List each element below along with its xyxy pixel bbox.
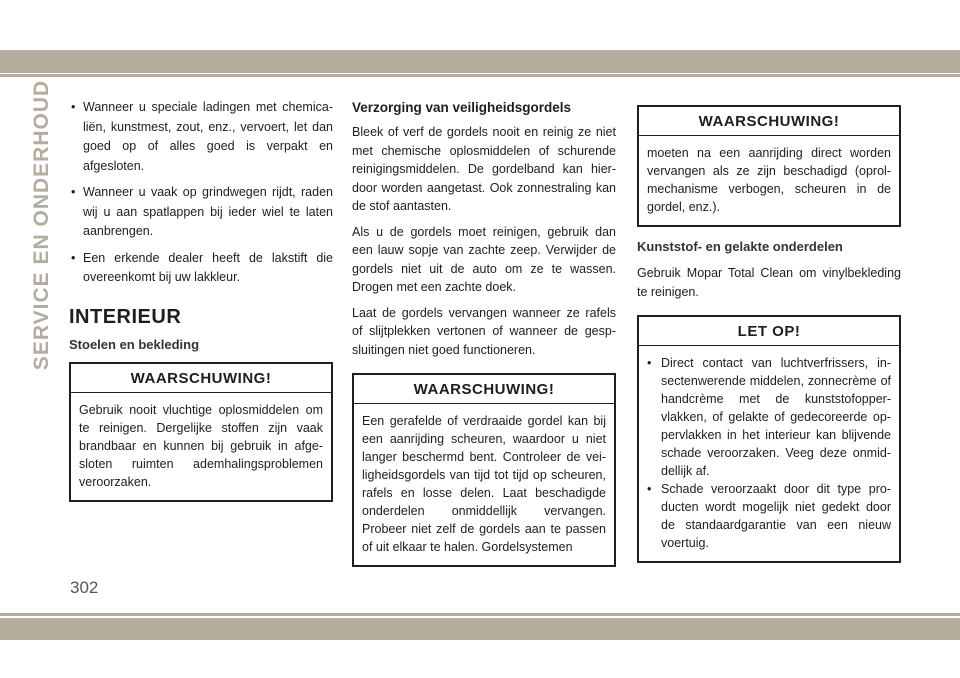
footer-band bbox=[0, 618, 960, 640]
list-item: • Wanneer u vaak op grindwegen rijdt, raden wij u aan spatlappen bij ieder wiel te laten aanbrengen. bbox=[69, 183, 333, 242]
paragraph: Gebruik Mopar Total Clean om vinylbekleding te reinigen. bbox=[637, 266, 901, 299]
list-item: • Schade veroorzaakt door dit type producten wordt mogelijk niet gedekt door de standaardgarantie van een nieuw voertuig. bbox=[647, 480, 891, 552]
warning-title: WAARSCHUWING! bbox=[71, 364, 331, 393]
warning-body: moeten na een aanrijding direct worden vervangen als ze zijn beschadigd (oprolmechanisme verbogen, scheuren in de gordel, enz.). bbox=[647, 146, 891, 214]
list-item: • Wanneer u speciale ladingen met chemicaliën, kunstmest, zout, enz., vervoert, let dan goed op of alles goed is verpakt en afgesloten. bbox=[69, 98, 333, 176]
caution-box bbox=[637, 315, 901, 563]
column-1 bbox=[69, 98, 333, 502]
caution-body bbox=[639, 346, 899, 561]
paragraph: Als u de gordels moet reinigen, gebruik dan een lauw sopje van zachte zeep. Verwijder de gordels niet uit de auto om ze te wassen. Drogen met een zachte doek. bbox=[352, 224, 616, 294]
header-rule bbox=[0, 74, 960, 77]
list-item: • Een erkende dealer heeft de lakstift die overeenkomt bij uw lakkleur. bbox=[69, 249, 333, 288]
column-3 bbox=[637, 98, 901, 563]
page-number: 302 bbox=[70, 578, 99, 597]
footer-rule bbox=[0, 613, 960, 616]
list-item: • Direct contact van luchtverfrissers, insectenwerende middelen, zonnecrème of handcrème met de kunststofoppervlakken, of gelakte of gedecoreerde oppervlakken in het interieur kan blijvende schade veroorzaken. Veeg deze onmiddellijk af. bbox=[647, 354, 891, 480]
caution-list bbox=[647, 354, 891, 552]
warning-title: WAARSCHUWING! bbox=[639, 107, 899, 136]
caution-title: LET OP! bbox=[639, 317, 899, 346]
warning-body: Gebruik nooit vluchtige oplosmiddelen om te reinigen. Dergelijke stoffen zijn vaak brandbaar en kunnen bij gebruik in afgesloten ruimten ademhalingsproblemen veroorzaken. bbox=[79, 402, 323, 489]
subsection-heading: Stoelen en bekleding bbox=[69, 336, 200, 352]
warning-box bbox=[352, 373, 616, 567]
side-tab-label: SERVICE EN ONDERHOUD bbox=[30, 79, 53, 371]
section-heading: INTERIEUR bbox=[69, 305, 182, 328]
warning-body: Een gerafelde of verdraaide gordel kan bij een aanrijding scheuren, waardoor u niet langer beschermd bent. Controleer de veiligheidsgordels van tijd tot tijd op scheuren, rafels en losse delen. Laat beschadigde onderdelen onmiddellijk vervangen. Probeer niet zelf de gordels aan te passen of uit elkaar te halen. Gordelsystemen bbox=[362, 414, 606, 554]
column-2 bbox=[352, 98, 616, 567]
warning-box bbox=[637, 105, 901, 227]
section-side-tab bbox=[24, 79, 60, 371]
paragraph: Laat de gordels vervangen wanneer ze rafels of slijtplekken vertonen of wanneer de gespsluitingen niet goed functioneren. bbox=[352, 305, 616, 357]
paragraph: Bleek of verf de gordels nooit en reinig ze niet met chemische oplosmiddelen of schurende reinigingsmiddelen. De gordelband kan hierdoor worden aangetast. Ook zonnestraling kan de stof aantasten. bbox=[352, 125, 616, 213]
bullet-list bbox=[69, 98, 333, 288]
warning-title: WAARSCHUWING! bbox=[354, 375, 614, 404]
subsection-heading: Kunststof- en gelakte onderdelen bbox=[637, 239, 843, 254]
warning-box bbox=[69, 362, 333, 502]
subsection-heading: Verzorging van veiligheidsgordels bbox=[352, 100, 572, 115]
header-band bbox=[0, 50, 960, 73]
